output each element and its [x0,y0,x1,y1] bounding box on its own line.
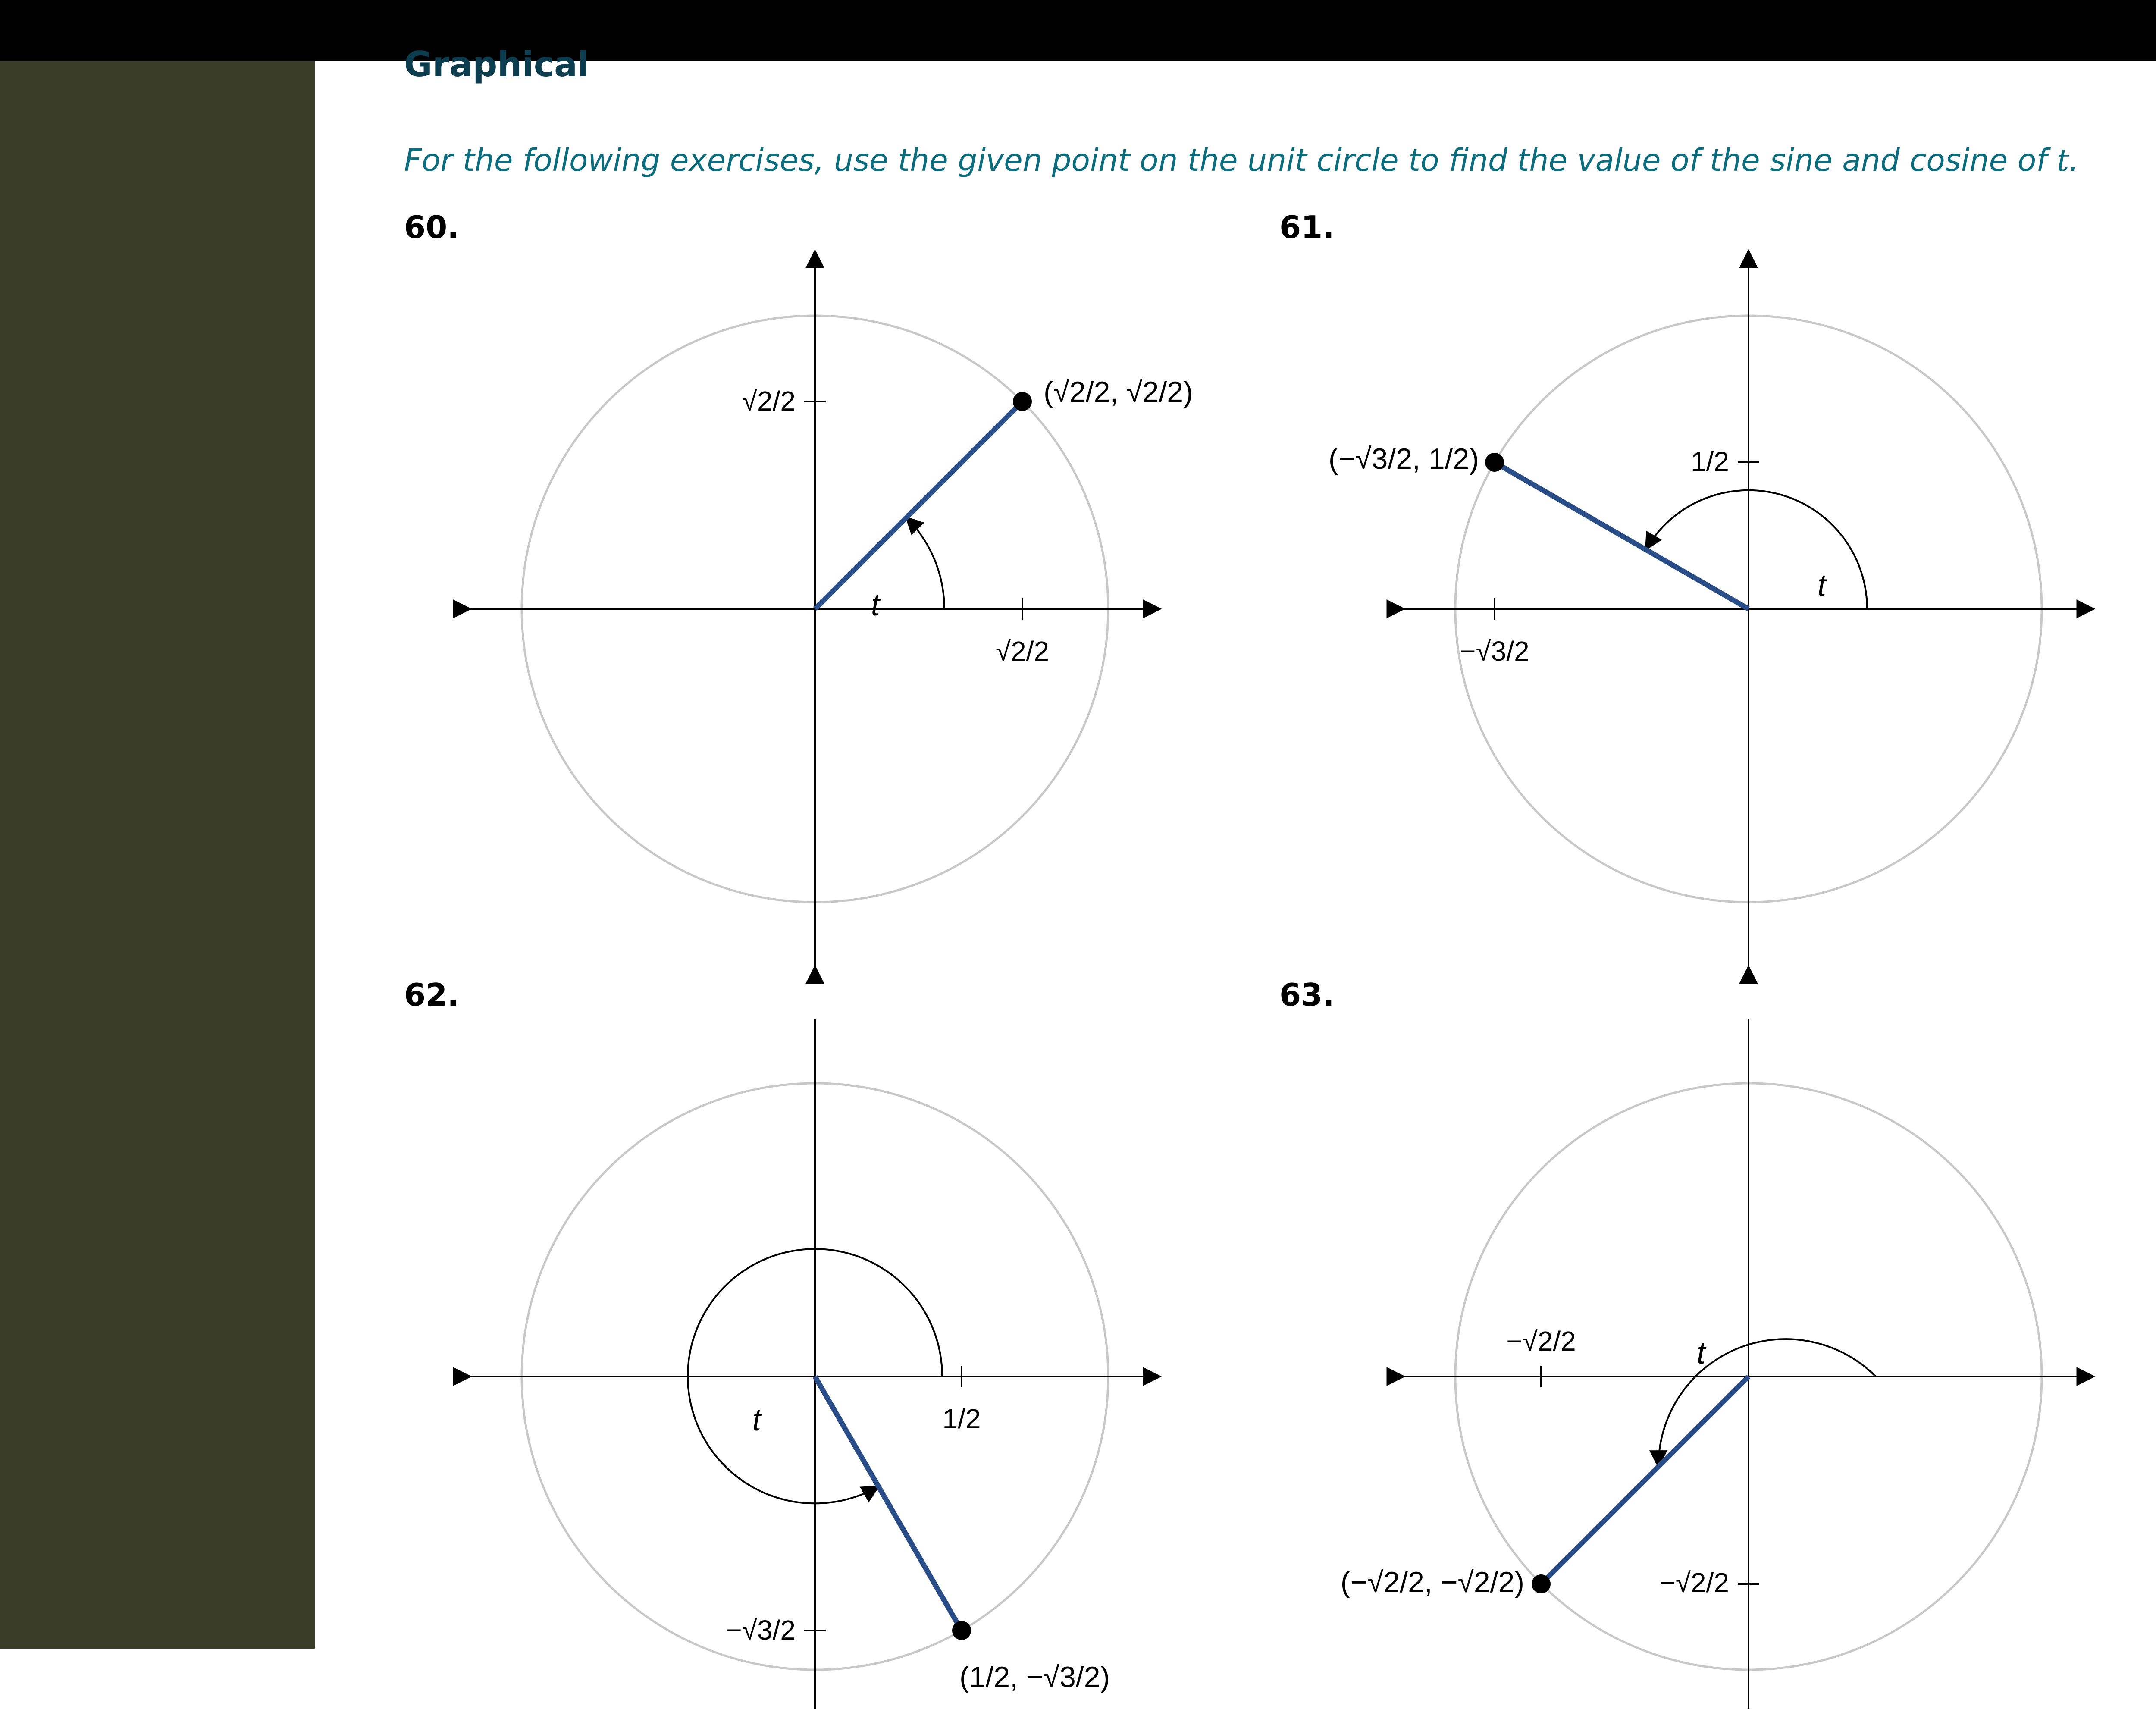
instructions [404,139,2079,182]
point-label: (1/2, −√3/2) [959,1661,1110,1693]
point-label: (−√2/2, −√2/2) [1340,1566,1524,1599]
exercise-62-number: 62. [404,977,459,1013]
exercise-61-number: 61. [1279,209,1335,245]
angle-label: t [752,1403,761,1437]
instructions-end: . [2069,142,2079,178]
angle-label: t [1696,1336,1706,1370]
terminal-side [1541,1377,1749,1584]
y-tick-label: −√3/2 [726,1615,796,1646]
instructions-variable: t [2056,142,2069,178]
exercise-62-figure [444,997,1220,1709]
x-tick-label: −√2/2 [1506,1326,1576,1357]
angle-arc [906,517,944,609]
top-bar [0,0,2156,61]
terminal-side [815,1377,962,1631]
point-marker [1485,453,1504,472]
angle-arc [1646,490,1867,609]
y-tick-label: −√2/2 [1659,1567,1729,1598]
angle-label: t [1817,568,1827,603]
point-marker [952,1621,971,1640]
exercise-60-figure [444,229,1220,988]
point-label: (−√3/2, 1/2) [1328,442,1479,475]
x-tick-label: √2/2 [995,636,1050,667]
terminal-side [815,401,1022,609]
exercise-63-number: 63. [1279,977,1335,1013]
y-tick-label: 1/2 [1691,446,1729,477]
sidebar [0,61,315,1649]
angle-arc [1658,1339,1876,1467]
point-marker [1013,392,1032,411]
exercise-60-number: 60. [404,209,459,245]
terminal-side [1495,462,1749,609]
point-marker [1532,1574,1551,1593]
content-area [315,44,2156,1693]
point-label: (√2/2, √2/2) [1044,376,1193,408]
section-heading: Graphical [404,44,589,85]
instructions-text: For the following exercises, use the given point on the unit circle to find the value of the sine and cosine of [404,142,2047,178]
y-tick-label: √2/2 [742,386,796,417]
x-tick-label: −√3/2 [1460,636,1529,667]
angle-label: t [871,588,880,622]
exercise-63-figure [1340,997,2154,1709]
exercise-61-figure [1328,229,2154,988]
x-tick-label: 1/2 [942,1403,981,1434]
